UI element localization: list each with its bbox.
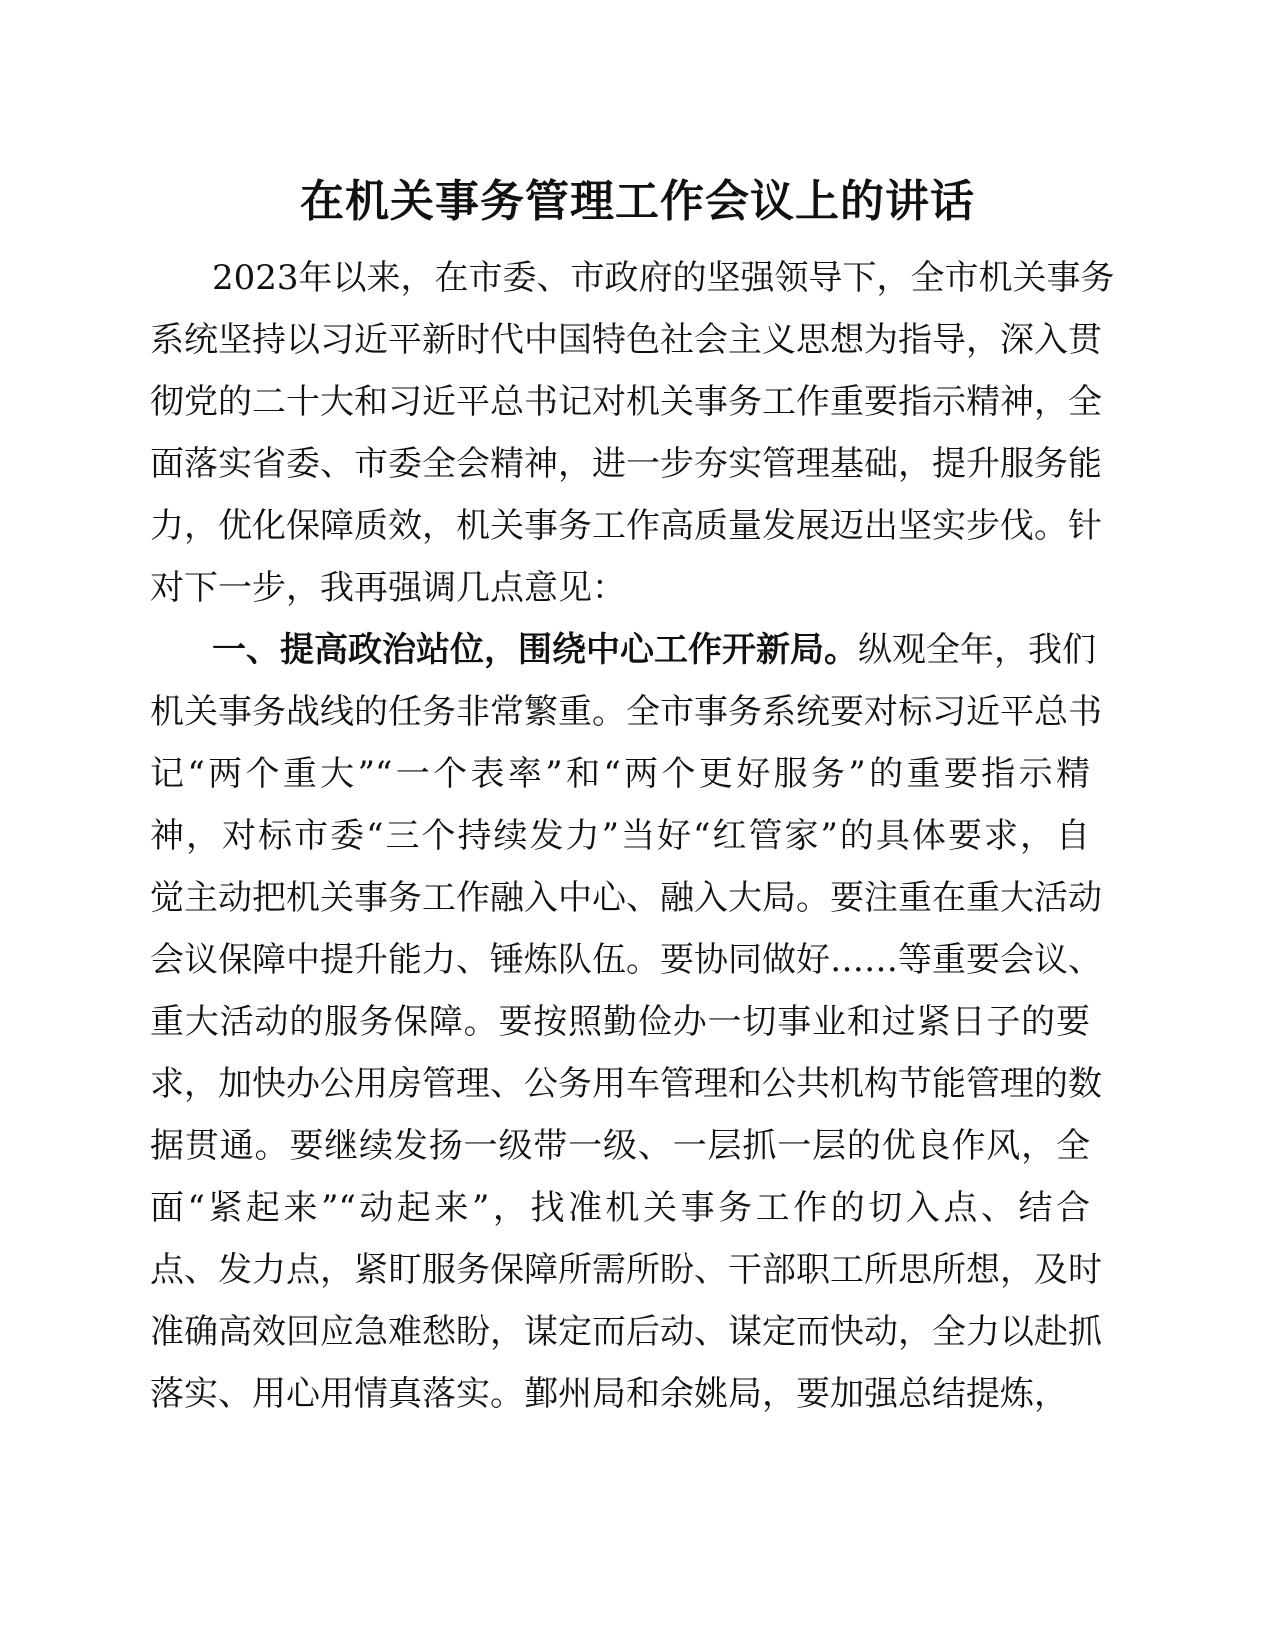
paragraph-2-line: 觉主动把机关事务工作融入中心、融入大局。要注重在重大活动 [150,878,1102,918]
paragraph-2-line: 落实、用心用情真落实。鄞州局和余姚局，要加强总结提炼， [150,1374,1068,1414]
document-body [150,247,1115,1425]
paragraph-2-first-line-rest: 纵观全年，我们 [858,630,1096,670]
paragraph-2-line: 神，对标市委“三个持续发力”当好“红管家”的具体要求，自 [150,816,1090,856]
paragraph-1-line: 系统坚持以习近平新时代中国特色社会主义思想为指导，深入贯 [150,320,1102,360]
paragraph-1-line: 力，优化保障质效，机关事务工作高质量发展迈出坚实步伐。针 [150,506,1102,546]
paragraph-2-line: 据贯通。要继续发扬一级带一级、一层抓一层的优良作风，全 [150,1126,1090,1166]
paragraph-1-line: 2023年以来，在市委、市政府的坚强领导下，全市机关事务 [212,258,1115,298]
section-heading: 一、提高政治站位，围绕中心工作开新局。 [212,630,858,670]
paragraph-2-line: 面“紧起来”“动起来”，找准机关事务工作的切入点、结合 [150,1188,1090,1228]
paragraph-2-line: 记“两个重大”“一个表率”和“两个更好服务”的重要指示精 [150,754,1090,794]
paragraph-1-line: 面落实省委、市委全会精神，进一步夯实管理基础，提升服务能 [150,444,1102,484]
paragraph-2-line: 点、发力点，紧盯服务保障所需所盼、干部职工所思所想，及时 [150,1250,1102,1290]
paragraph-2-first-line [150,619,1096,681]
paragraph-2-line: 会议保障中提升能力、锤炼队伍。要协同做好……等重要会议、 [150,940,1102,980]
paragraph-2-line: 重大活动的服务保障。要按照勤俭办一切事业和过紧日子的要 [150,1002,1090,1042]
paragraph-2-line: 准确高效回应急难愁盼，谋定而后动、谋定而快动，全力以赴抓 [150,1312,1102,1352]
paragraph-1-line: 彻党的二十大和习近平总书记对机关事务工作重要指示精神，全 [150,382,1102,422]
paragraph-2-line: 机关事务战线的任务非常繁重。全市事务系统要对标习近平总书 [150,692,1102,732]
paragraph-1-line: 对下一步，我再强调几点意见： [150,568,626,608]
document-title: 在机关事务管理工作会议上的讲话 [300,176,975,227]
paragraph-2-line: 求，加快办公用房管理、公务用车管理和公共机构节能管理的数 [150,1064,1102,1104]
